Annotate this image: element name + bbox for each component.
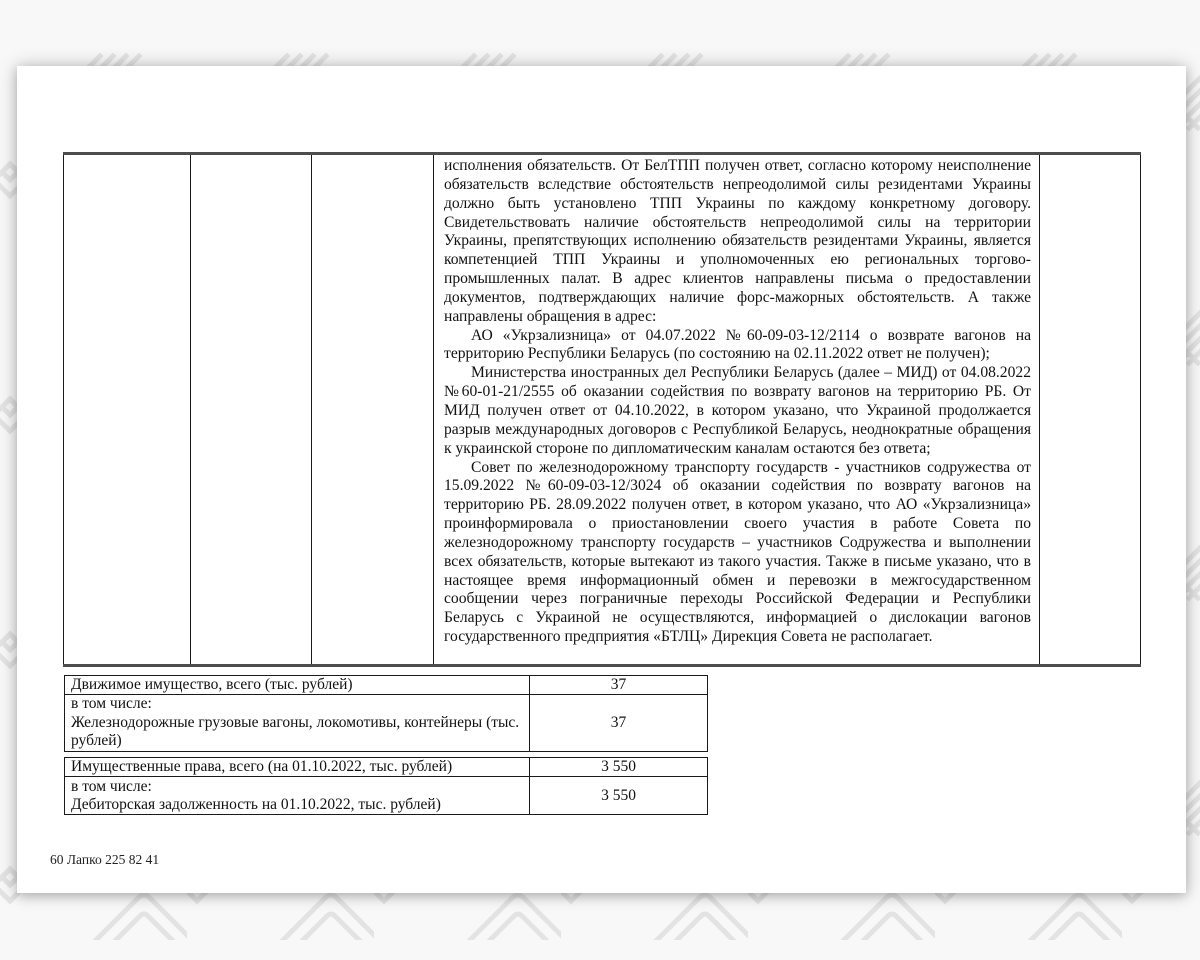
table-row: [65, 676, 708, 695]
empty-cell-5: [1040, 154, 1141, 666]
row-label-line1: в том числе:: [71, 695, 152, 713]
row-label: [65, 758, 530, 777]
row-value: 3 550: [530, 777, 708, 815]
asset-table-lower: [64, 757, 708, 815]
paragraph-3: Министерства иностранных дел Республики Беларусь (далее – МИД) от 04.08.2022 №60-01-21/2555 об оказании содействия по возврату вагонов на территорию РБ. От МИД получен ответ от 04.10.2022, в котором указано, что Украиной продолжается разрыв международных договоров с Республикой Беларусь, неоднократные обращения к украинской стороне по дипломатическим каналам остаются без ответа;: [444, 364, 1031, 457]
empty-cell-1: [64, 154, 191, 666]
row-label-line2: Железнодорожные грузовые вагоны, локомотивы, контейнеры (тыс. рублей): [71, 713, 520, 750]
table-row: [64, 154, 1141, 666]
row-label-text: Движимое имущество, всего (тыс. рублей): [71, 676, 353, 693]
narrative-text-cell: [434, 154, 1040, 666]
empty-cell-3: [312, 154, 434, 666]
row-label-line1: в том числе:: [71, 777, 152, 795]
paragraph-2: АО «Укрзализница» от 04.07.2022 №60-09-03-12/2114 о возврате вагонов на территорию Республики Беларусь (по состоянию на 02.11.2022 ответ не получен);: [444, 326, 1031, 363]
paragraph-4: Совет по железнодорожному транспорту государств - участников содружества от 15.09.2022 №60-09-03-12/3024 об оказании содействия по возврату вагонов на территорию РБ. 28.09.2022 получен ответ, в котором указано, что АО «Укрзализница» проинформировала о приостановлении своего участия в работе Совета по железнодорожному транспорту государств – участников Содружества и выполнении всех обязательств, которые вытекают из такого участия. Также в письме указано, что в настоящее время информационный обмен и перевозки в межгосударственном сообщении через пограничные переходы Российской Федерации и Республики Беларусь с Украиной не осуществляются, информацией о дислокации вагонов государственного предприятия «БТЛЦ» Дирекция Совета не располагает.: [444, 458, 1031, 646]
row-label-line2: Дебиторская задолженность на 01.10.2022, тыс. рублей): [71, 795, 441, 813]
table-row: [65, 695, 708, 751]
document-page: [17, 66, 1186, 893]
row-label: [65, 676, 530, 695]
row-value: 3 550: [530, 758, 708, 777]
table-row: [65, 777, 708, 815]
table-row: [65, 758, 708, 777]
paragraph-1: исполнения обязательств. От БелТПП получен ответ, согласно которому неисполнение обязательств вследствие обстоятельств непреодолимой силы резидентами Украины должно быть установлено ТПП Украины по каждому конкретному договору. Свидетельствовать наличие обстоятельств непреодолимой силы на территории Украины, препятствующих исполнению обязательств резидентами Украины, является компетенцией ТПП Украины и уполномоченных ею региональных торгово-промышленных палат. В адрес клиентов направлены письма о предоставлении документов, подтверждающих наличие форс-мажорных обстоятельств. А также направлены обращения в адрес:: [444, 157, 1031, 325]
row-label-text: Имущественные права, всего (на 01.10.2022, тыс. рублей): [71, 758, 453, 775]
row-label: [65, 777, 530, 815]
continuation-table: [63, 152, 1141, 667]
row-value: 37: [530, 695, 708, 751]
row-label: [65, 695, 530, 751]
row-value: 37: [530, 676, 708, 695]
empty-cell-2: [191, 154, 312, 666]
asset-table-upper: [64, 675, 708, 752]
footer-reference: 60 Лапко 225 82 41: [50, 852, 160, 867]
